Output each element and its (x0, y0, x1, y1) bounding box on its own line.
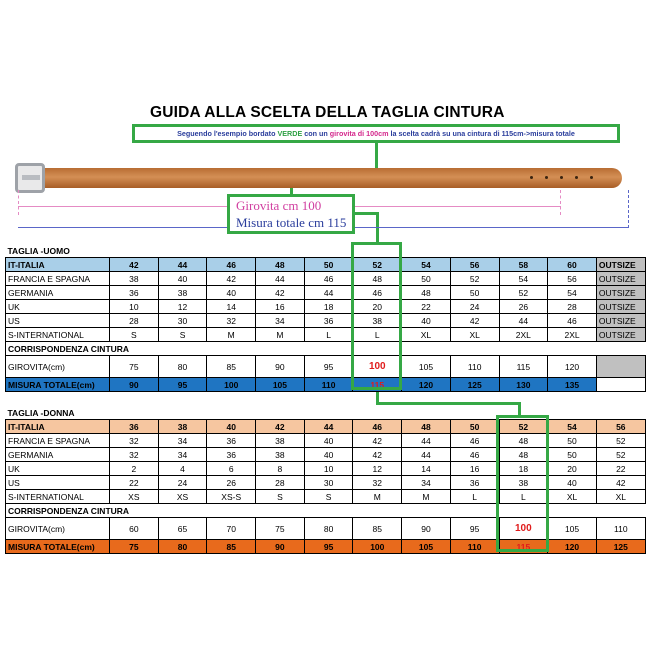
table-cell: 125 (596, 540, 645, 554)
table-cell: 46 (207, 258, 256, 272)
table-cell: 80 (158, 540, 207, 554)
table-cell: 32 (110, 434, 159, 448)
table-cell: 40 (207, 286, 256, 300)
table-cell: 52 (596, 448, 645, 462)
table-cell: 54 (548, 286, 597, 300)
corr-label: CORRISPONDENZA CINTURA (6, 504, 207, 518)
instruction-verde: VERDE (277, 129, 303, 138)
table-cell: 54 (548, 420, 597, 434)
row-label: UK (6, 462, 110, 476)
table-cell: 120 (548, 540, 597, 554)
table-cell: 4 (158, 462, 207, 476)
empty-cell (596, 504, 645, 518)
table-cell: 36 (450, 476, 499, 490)
table-cell: 24 (158, 476, 207, 490)
measure-tick (560, 190, 562, 215)
empty-cell (353, 504, 402, 518)
table-cell: 52 (499, 286, 548, 300)
table-cell: 38 (158, 420, 207, 434)
corr-label: CORRISPONDENZA CINTURA (6, 342, 207, 356)
table-title: TAGLIA -UOMO (7, 245, 70, 256)
table-row (6, 462, 646, 476)
table-cell: 40 (304, 434, 353, 448)
table-cell: 34 (402, 476, 451, 490)
table-cell: S (110, 328, 159, 342)
table-cell: 10 (304, 462, 353, 476)
table-cell: 85 (207, 356, 256, 378)
empty-cell (207, 342, 256, 356)
empty-cell (402, 504, 451, 518)
empty-cell (256, 342, 305, 356)
row-label: MISURA TOTALE(cm) (6, 540, 110, 554)
belt-hole (560, 176, 563, 179)
table-cell: 26 (207, 476, 256, 490)
table-cell: 100 (499, 518, 548, 540)
table-cell: 65 (158, 518, 207, 540)
table-cell: 95 (158, 378, 207, 392)
table-cell: 58 (499, 258, 548, 272)
table-cell: 30 (158, 314, 207, 328)
table-cell: 100 (353, 356, 402, 378)
table-cell: 52 (499, 420, 548, 434)
table-cell: 48 (353, 272, 402, 286)
table-cell: 2XL (499, 328, 548, 342)
table-cell: XL (548, 490, 597, 504)
table-cell: S (158, 328, 207, 342)
table-cell: 42 (353, 434, 402, 448)
table-cell: 46 (353, 420, 402, 434)
belt-hole (590, 176, 593, 179)
table-cell: 38 (353, 314, 402, 328)
row-label: FRANCIA E SPAGNA (6, 272, 110, 286)
measure-tick (18, 190, 20, 215)
table-cell: 44 (402, 448, 451, 462)
table-cell: 34 (256, 314, 305, 328)
belt-hole (545, 176, 548, 179)
table-cell: 75 (110, 540, 159, 554)
table-cell: 34 (158, 434, 207, 448)
table-cell: 22 (110, 476, 159, 490)
instruction-part3: la scelta cadrà su una cintura di 115cm->misura totale (388, 129, 575, 138)
table-cell: S (304, 490, 353, 504)
table-cell: 12 (353, 462, 402, 476)
table-cell: 50 (450, 420, 499, 434)
connector-line (375, 143, 378, 170)
table-cell: XS (110, 490, 159, 504)
table-row (6, 434, 646, 448)
table-row-girovita (6, 518, 646, 540)
connector-line (376, 402, 521, 405)
table-cell: 48 (499, 448, 548, 462)
table-row (6, 476, 646, 490)
table-cell: XL (402, 328, 451, 342)
table-cell: 22 (596, 462, 645, 476)
table-cell: 105 (402, 356, 451, 378)
measure-callout (227, 194, 355, 234)
table-cell: 46 (548, 314, 597, 328)
table-cell (596, 356, 645, 378)
table-cell: 54 (402, 258, 451, 272)
table-cell: 12 (158, 300, 207, 314)
table-cell: 95 (304, 356, 353, 378)
empty-cell (499, 342, 548, 356)
highlight-column-uomo (351, 242, 402, 390)
belt-hole (575, 176, 578, 179)
table-cell: 46 (450, 448, 499, 462)
row-label: US (6, 314, 110, 328)
table-cell: 52 (353, 258, 402, 272)
table-cell: 14 (402, 462, 451, 476)
table-cell: 100 (353, 540, 402, 554)
table-cell: L (353, 328, 402, 342)
table-cell: 40 (402, 314, 451, 328)
table-cell: 95 (304, 540, 353, 554)
table-cell: M (256, 328, 305, 342)
table-row (6, 258, 646, 272)
table-cell: L (450, 490, 499, 504)
table-cell: 105 (256, 378, 305, 392)
table-cell: 120 (402, 378, 451, 392)
table-cell: 44 (256, 272, 305, 286)
table-row (6, 420, 646, 434)
table-cell: 42 (207, 272, 256, 286)
row-label: GERMANIA (6, 448, 110, 462)
table-cell: 50 (548, 434, 597, 448)
table-cell: 34 (158, 448, 207, 462)
table-row-girovita (6, 356, 646, 378)
table-cell: 36 (207, 434, 256, 448)
row-label: UK (6, 300, 110, 314)
table-cell: 38 (256, 434, 305, 448)
table-corr-row (6, 504, 646, 518)
girovita-label: Girovita cm 100 (236, 198, 322, 213)
table-cell: XL (450, 328, 499, 342)
table-cell: 110 (450, 356, 499, 378)
table-cell: 90 (256, 356, 305, 378)
row-label: S-INTERNATIONAL (6, 328, 110, 342)
empty-cell (304, 504, 353, 518)
table-cell: 38 (158, 286, 207, 300)
table-cell: M (353, 490, 402, 504)
table-cell: 44 (304, 420, 353, 434)
table-row-misura (6, 540, 646, 554)
table-cell: OUTSIZE (596, 328, 645, 342)
table-cell: 16 (450, 462, 499, 476)
table-cell: 44 (304, 286, 353, 300)
table-cell: 42 (353, 448, 402, 462)
table-cell: 40 (304, 448, 353, 462)
table-cell: 48 (256, 258, 305, 272)
table-cell: 42 (256, 286, 305, 300)
empty-cell (548, 342, 597, 356)
table-cell: 32 (207, 314, 256, 328)
table-cell: OUTSIZE (596, 314, 645, 328)
table-cell: 2XL (548, 328, 597, 342)
table-cell: 60 (110, 518, 159, 540)
row-label: GIROVITA(cm) (6, 356, 110, 378)
table-cell: 44 (158, 258, 207, 272)
table-cell: 10 (110, 300, 159, 314)
table-cell: 32 (110, 448, 159, 462)
table-cell: 2 (110, 462, 159, 476)
table-cell: 24 (450, 300, 499, 314)
table-cell: 50 (548, 448, 597, 462)
table-cell: 22 (402, 300, 451, 314)
table-cell: XL (596, 490, 645, 504)
table-cell: 85 (207, 540, 256, 554)
table-cell: 40 (548, 476, 597, 490)
table-cell: 75 (110, 356, 159, 378)
table-cell: L (499, 490, 548, 504)
table-cell: OUTSIZE (596, 272, 645, 286)
table-cell: 48 (499, 434, 548, 448)
table-cell: 130 (499, 378, 548, 392)
table-cell: 36 (207, 448, 256, 462)
table-cell: 125 (450, 378, 499, 392)
page-title: GUIDA ALLA SCELTA DELLA TAGLIA CINTURA (150, 104, 505, 121)
table-cell: 110 (304, 378, 353, 392)
table-cell: 44 (402, 434, 451, 448)
table-cell: 20 (548, 462, 597, 476)
measure-tick (628, 190, 630, 228)
table-cell: 26 (499, 300, 548, 314)
table-cell: 110 (596, 518, 645, 540)
table-cell: 115 (353, 378, 402, 392)
table-cell: OUTSIZE (596, 286, 645, 300)
example-instruction (132, 124, 620, 143)
highlight-column-donna (496, 415, 549, 552)
table-row-misura (6, 378, 646, 392)
table-row (6, 328, 646, 342)
empty-cell (207, 504, 256, 518)
table-cell: 52 (450, 272, 499, 286)
table-cell: OUTSIZE (596, 258, 645, 272)
table-cell: 56 (450, 258, 499, 272)
table-cell: 46 (450, 434, 499, 448)
table-cell: 44 (499, 314, 548, 328)
table-cell: 56 (548, 272, 597, 286)
table-cell: 85 (353, 518, 402, 540)
table-cell: 95 (450, 518, 499, 540)
table-cell: 50 (450, 286, 499, 300)
table-cell: 28 (256, 476, 305, 490)
misura-label: Misura totale cm 115 (236, 215, 347, 230)
table-cell: 75 (256, 518, 305, 540)
table-cell: M (402, 490, 451, 504)
table-cell: 48 (402, 420, 451, 434)
table-cell: 42 (450, 314, 499, 328)
instruction-part1: Seguendo l'esempio bordato (177, 129, 278, 138)
empty-cell (402, 342, 451, 356)
table-cell: 70 (207, 518, 256, 540)
table-row (6, 300, 646, 314)
table-cell: 18 (304, 300, 353, 314)
table-cell: 40 (158, 272, 207, 286)
table-cell: 42 (110, 258, 159, 272)
table-cell: 20 (353, 300, 402, 314)
row-label: MISURA TOTALE(cm) (6, 378, 110, 392)
table-cell: 50 (304, 258, 353, 272)
table-cell: 52 (596, 434, 645, 448)
table-cell: 36 (110, 286, 159, 300)
table-cell: L (304, 328, 353, 342)
empty-cell (256, 504, 305, 518)
table-cell: 46 (353, 286, 402, 300)
table-cell: 100 (207, 378, 256, 392)
table-cell: 40 (207, 420, 256, 434)
empty-cell (548, 504, 597, 518)
table-cell: 60 (548, 258, 597, 272)
table-cell: 16 (256, 300, 305, 314)
row-label: GIROVITA(cm) (6, 518, 110, 540)
table-cell: 38 (110, 272, 159, 286)
table-cell: 115 (499, 540, 548, 554)
table-cell: 32 (353, 476, 402, 490)
table-cell: 42 (596, 476, 645, 490)
row-label: IT-ITALIA (6, 258, 110, 272)
table-corr-row (6, 342, 646, 356)
size-table-donna (5, 406, 646, 554)
table-cell: 90 (402, 518, 451, 540)
table-cell: 56 (596, 420, 645, 434)
table-header-row (6, 406, 646, 420)
table-cell: 36 (110, 420, 159, 434)
table-row (6, 272, 646, 286)
row-label: S-INTERNATIONAL (6, 490, 110, 504)
table-cell: 90 (256, 540, 305, 554)
table-row (6, 490, 646, 504)
table-cell: OUTSIZE (596, 300, 645, 314)
table-cell: 135 (548, 378, 597, 392)
table-cell: 46 (304, 272, 353, 286)
table-cell: 50 (402, 272, 451, 286)
table-header-row (6, 244, 646, 258)
row-label: FRANCIA E SPAGNA (6, 434, 110, 448)
table-row (6, 314, 646, 328)
table-cell: 28 (548, 300, 597, 314)
table-cell (596, 378, 645, 392)
table-cell: 80 (304, 518, 353, 540)
table-cell: 120 (548, 356, 597, 378)
table-cell: 90 (110, 378, 159, 392)
table-cell: 54 (499, 272, 548, 286)
row-label: US (6, 476, 110, 490)
belt-hole (530, 176, 533, 179)
table-cell: 30 (304, 476, 353, 490)
table-cell: 38 (499, 476, 548, 490)
table-row (6, 448, 646, 462)
table-cell: S (256, 490, 305, 504)
table-cell: 28 (110, 314, 159, 328)
row-label: GERMANIA (6, 286, 110, 300)
table-cell: 6 (207, 462, 256, 476)
table-cell: M (207, 328, 256, 342)
buckle-tongue (22, 175, 40, 180)
empty-cell (450, 342, 499, 356)
table-cell: XS (158, 490, 207, 504)
row-label: IT-ITALIA (6, 420, 110, 434)
connector-line (376, 212, 379, 244)
table-cell: 105 (402, 540, 451, 554)
size-table-uomo (5, 244, 646, 392)
table-cell: 36 (304, 314, 353, 328)
instruction-girovita: girovita di 100cm (329, 129, 389, 138)
instruction-part2: con un (302, 129, 330, 138)
table-cell: 48 (402, 286, 451, 300)
table-cell: 115 (499, 356, 548, 378)
table-row (6, 286, 646, 300)
table-cell: 42 (256, 420, 305, 434)
table-cell: 110 (450, 540, 499, 554)
table-cell: 80 (158, 356, 207, 378)
empty-cell (450, 504, 499, 518)
table-title: TAGLIA -DONNA (7, 407, 75, 418)
empty-cell (304, 342, 353, 356)
table-cell: 14 (207, 300, 256, 314)
table-cell: 8 (256, 462, 305, 476)
table-cell: 38 (256, 448, 305, 462)
table-cell: XS-S (207, 490, 256, 504)
table-cell: 18 (499, 462, 548, 476)
table-cell: 105 (548, 518, 597, 540)
empty-cell (596, 342, 645, 356)
